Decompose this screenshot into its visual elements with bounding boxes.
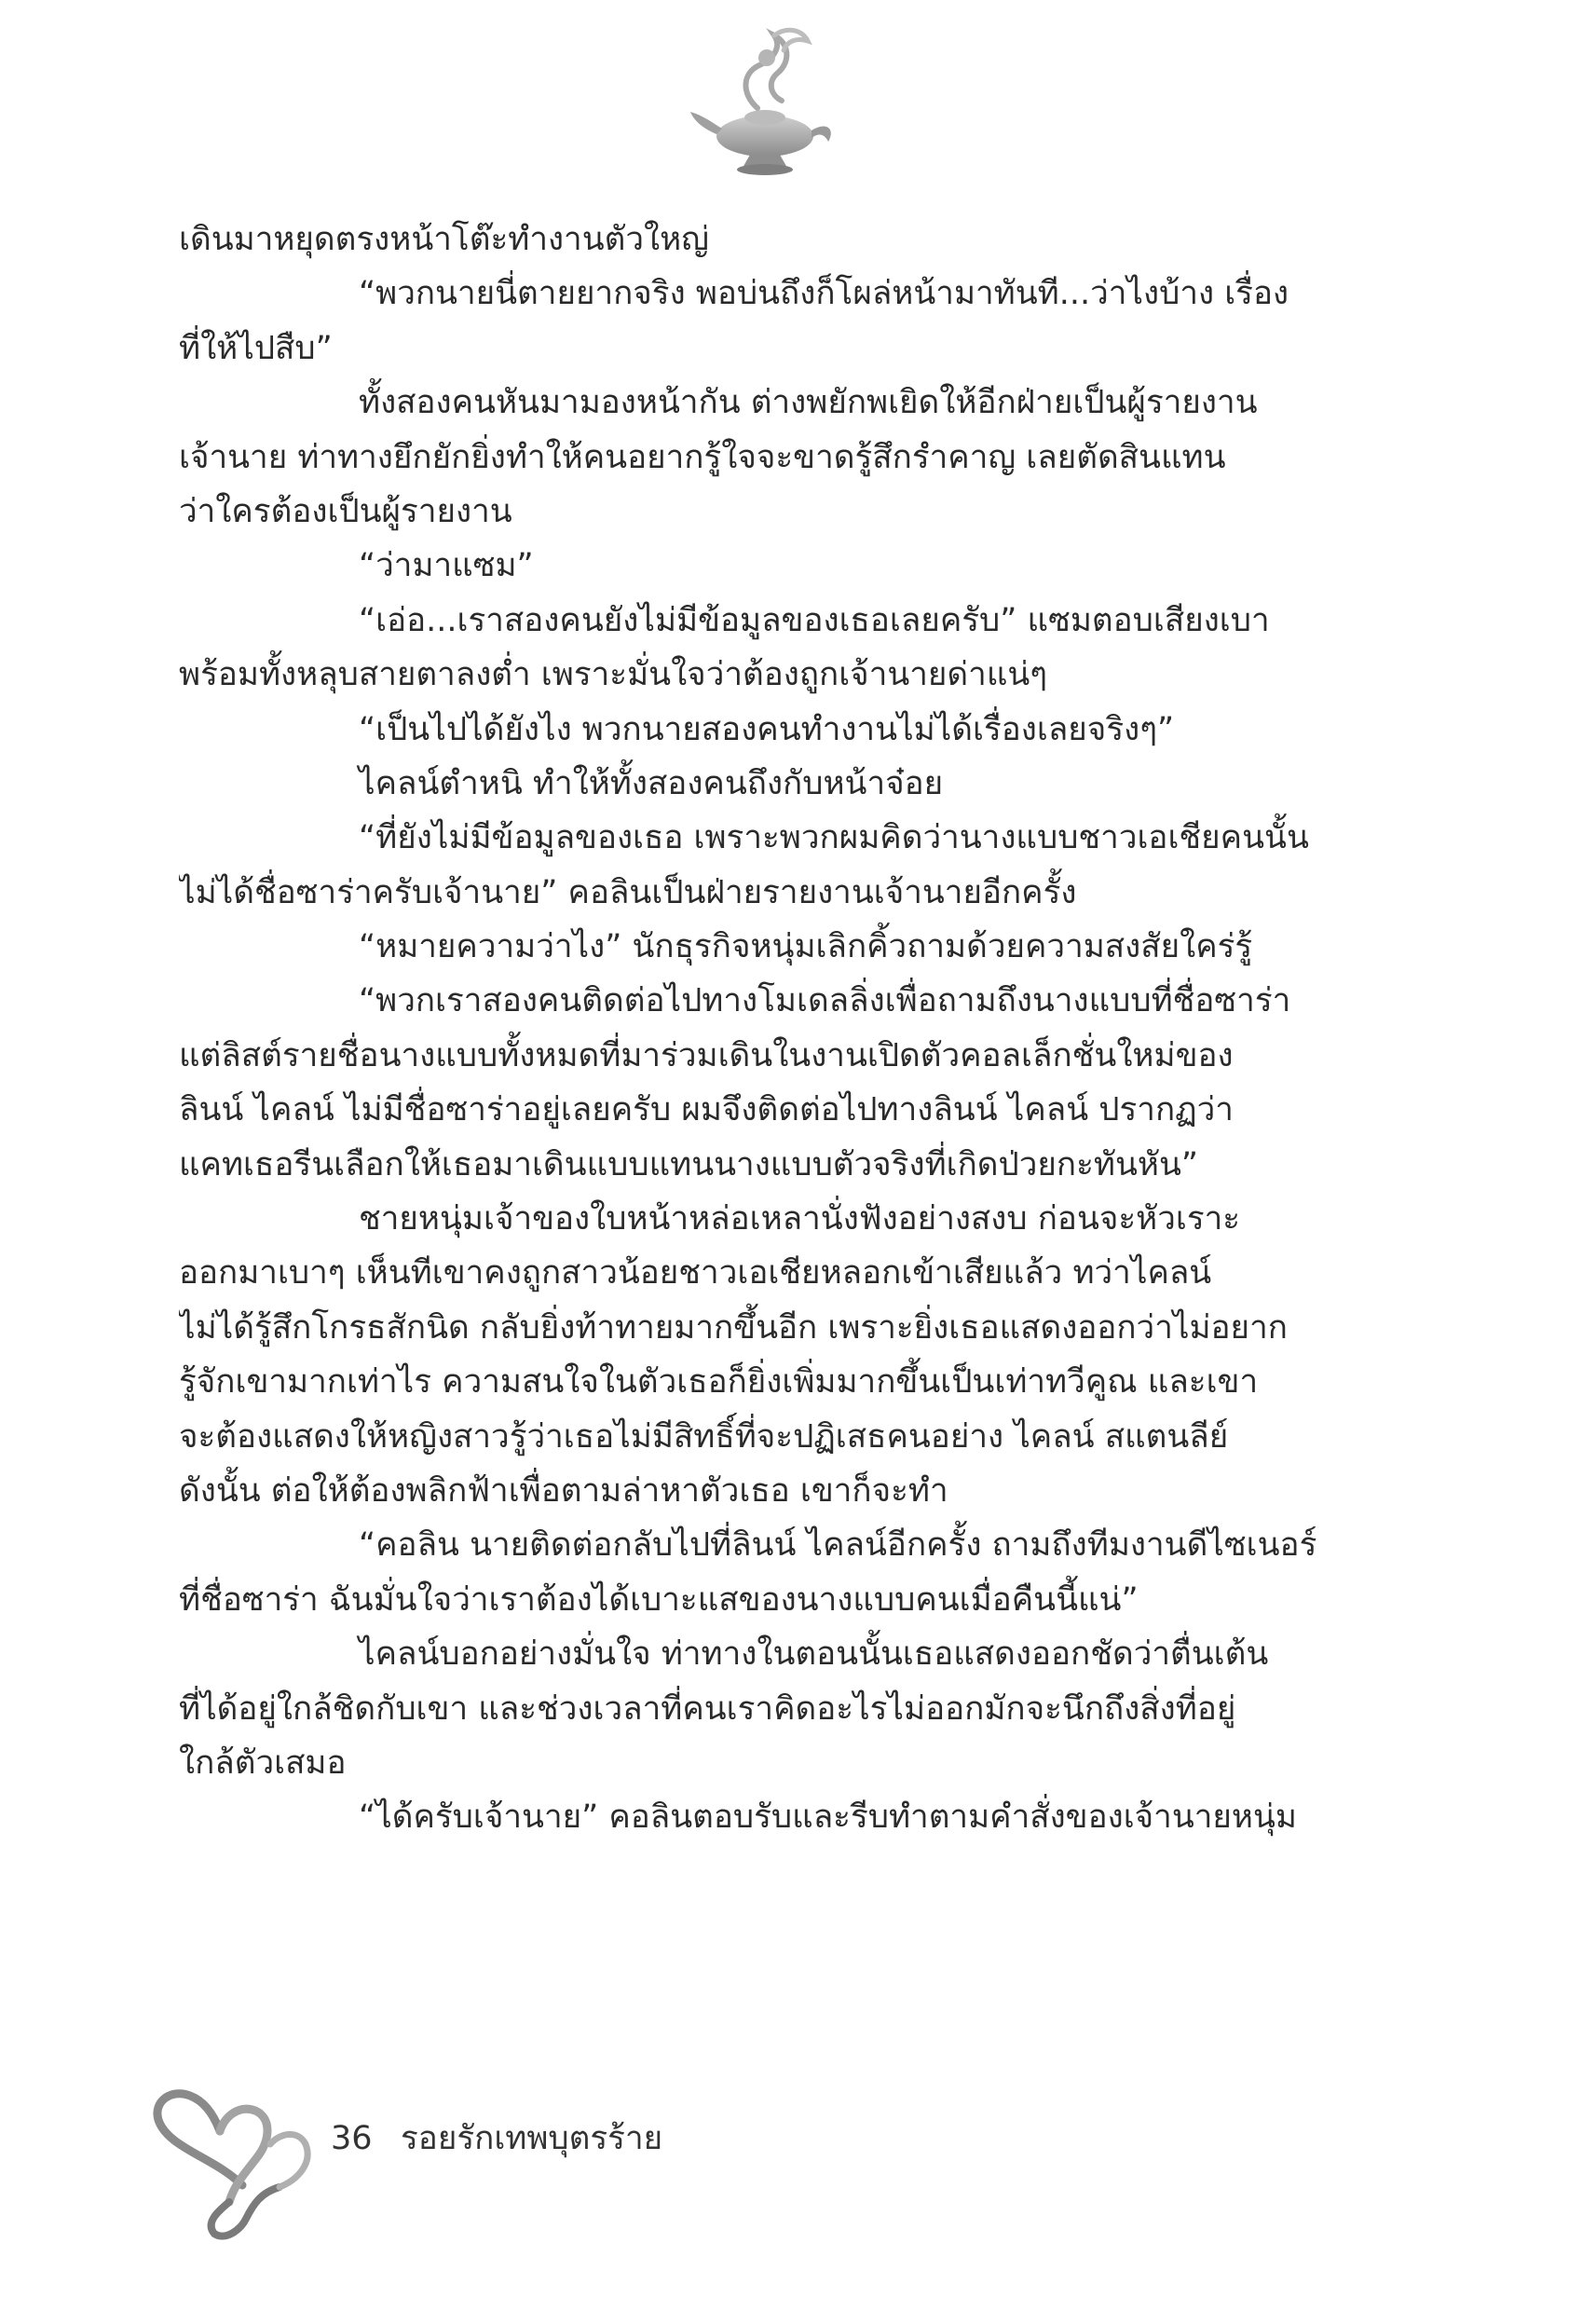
- text-line: ลินน์ ไคลน์ ไม่มีชื่อซาร่าอยู่เลยครับ ผมจึงติดต่อไปทางลินน์ ไคลน์ ปรากฏว่า: [179, 1091, 1234, 1129]
- body-text: [179, 212, 1334, 1845]
- text-line: เดินมาหยุดตรงหน้าโต๊ะทำงานตัวใหญ่: [179, 221, 710, 258]
- text-line: พร้อมทั้งหลุบสายตาลงต่ำ เพราะมั่นใจว่าต้องถูกเจ้านายด่าแน่ๆ: [179, 656, 1048, 694]
- text-line: “คอลิน นายติดต่อกลับไปที่ลินน์ ไคลน์อีกครั้ง ถามถึงทีมงานดีไซเนอร์: [359, 1526, 1317, 1565]
- text-line: “เอ่อ...เราสองคนยังไม่มีข้อมูลของเธอเลยครับ” แซมตอบเสียงเบา: [359, 601, 1270, 639]
- text-line: “ได้ครับเจ้านาย” คอลินตอบรับและรีบทำตามคำสั่งของเจ้านายหนุ่ม: [359, 1798, 1297, 1837]
- text-line: ไคลน์ตำหนิ ทำให้ทั้งสองคนถึงกับหน้าจ๋อย: [359, 764, 944, 802]
- text-line: จะต้องแสดงให้หญิงสาวรู้ว่าเธอไม่มีสิทธิ์ที่จะปฏิเสธคนอย่าง ไคลน์ สแตนลีย์: [179, 1417, 1229, 1456]
- text-line: ที่ได้อยู่ใกล้ชิดกับเขา และช่วงเวลาที่คนเราคิดอะไรไม่ออกมักจะนึกถึงสิ่งที่อยู่: [179, 1689, 1236, 1728]
- book-title: รอยรักเทพบุตรร้าย: [401, 2120, 663, 2157]
- text-line: “พวกเราสองคนติดต่อไปทางโมเดลลิ่งเพื่อถามถึงนางแบบที่ชื่อซาร่า: [359, 982, 1291, 1020]
- text-line: ชายหนุ่มเจ้าของใบหน้าหล่อเหลานั่งฟังอย่างสงบ ก่อนจะหัวเราะ: [359, 1200, 1241, 1238]
- text-line: แต่ลิสต์รายชื่อนางแบบทั้งหมดที่มาร่วมเดินในงานเปิดตัวคอลเล็กชั่นใหม่ของ: [179, 1036, 1234, 1074]
- genie-lamp-ornament-icon: [685, 19, 843, 186]
- text-line: เจ้านาย ท่าทางยึกยักยิ่งทำให้คนอยากรู้ใจจะขาดรู้สึกรำคาญ เลยตัดสินแทน: [179, 438, 1226, 476]
- page-footer: [149, 2083, 801, 2250]
- text-line: ว่าใครต้องเป็นผู้รายงาน: [179, 492, 512, 530]
- text-line: ไม่ได้รู้สึกโกรธสักนิด กลับยิ่งท้าทายมากขึ้นอีก เพราะยิ่งเธอแสดงออกว่าไม่อยาก: [179, 1308, 1288, 1347]
- text-line: “ที่ยังไม่มีข้อมูลของเธอ เพราะพวกผมคิดว่านางแบบชาวเอเชียคนนั้น: [359, 819, 1309, 857]
- text-line: ดังนั้น ต่อให้ต้องพลิกฟ้าเพื่อตามล่าหาตัวเธอ เขาก็จะทำ: [179, 1471, 948, 1510]
- double-heart-ribbon-icon: [149, 2083, 335, 2241]
- text-line: ที่ให้ไปสืบ”: [179, 329, 333, 367]
- text-line: แคทเธอรีนเลือกให้เธอมาเดินแบบแทนนางแบบตัวจริงที่เกิดป่วยกะทันหัน”: [179, 1145, 1199, 1183]
- page-number: 36: [331, 2120, 373, 2157]
- text-line: ที่ชื่อซาร่า ฉันมั่นใจว่าเราต้องได้เบาะแสของนางแบบคนเมื่อคืนนี้แน่”: [179, 1580, 1139, 1619]
- text-line: ออกมาเบาๆ เห็นทีเขาคงถูกสาวน้อยชาวเอเชียหลอกเข้าเสียแล้ว ทว่าไคลน์: [179, 1254, 1212, 1292]
- text-line: ไคลน์บอกอย่างมั่นใจ ท่าทางในตอนนั้นเธอแสดงออกชัดว่าตื่นเต้น: [359, 1635, 1269, 1674]
- text-line: “ว่ามาแซม”: [359, 547, 534, 585]
- text-line: “พวกนายนี่ตายยากจริง พอบ่นถึงก็โผล่หน้ามาทันที...ว่าไงบ้าง เรื่อง: [359, 275, 1289, 313]
- text-line: ไม่ได้ชื่อซาร่าครับเจ้านาย” คอลินเป็นฝ่ายรายงานเจ้านายอีกครั้ง: [179, 873, 1077, 911]
- text-line: ใกล้ตัวเสมอ: [179, 1744, 347, 1782]
- text-line: “หมายความว่าไง” นักธุรกิจหนุ่มเลิกคิ้วถามด้วยความสงสัยใคร่รู้: [359, 928, 1253, 966]
- text-line: ทั้งสองคนหันมามองหน้ากัน ต่างพยักพเยิดให้อีกฝ่ายเป็นผู้รายงาน: [359, 384, 1258, 422]
- text-line: รู้จักเขามากเท่าไร ความสนใจในตัวเธอก็ยิ่งเพิ่มมากขึ้นเป็นเท่าทวีคูณ และเขา: [179, 1363, 1259, 1402]
- text-line: “เป็นไปได้ยังไง พวกนายสองคนทำงานไม่ได้เรื่องเลยจริงๆ”: [359, 710, 1175, 748]
